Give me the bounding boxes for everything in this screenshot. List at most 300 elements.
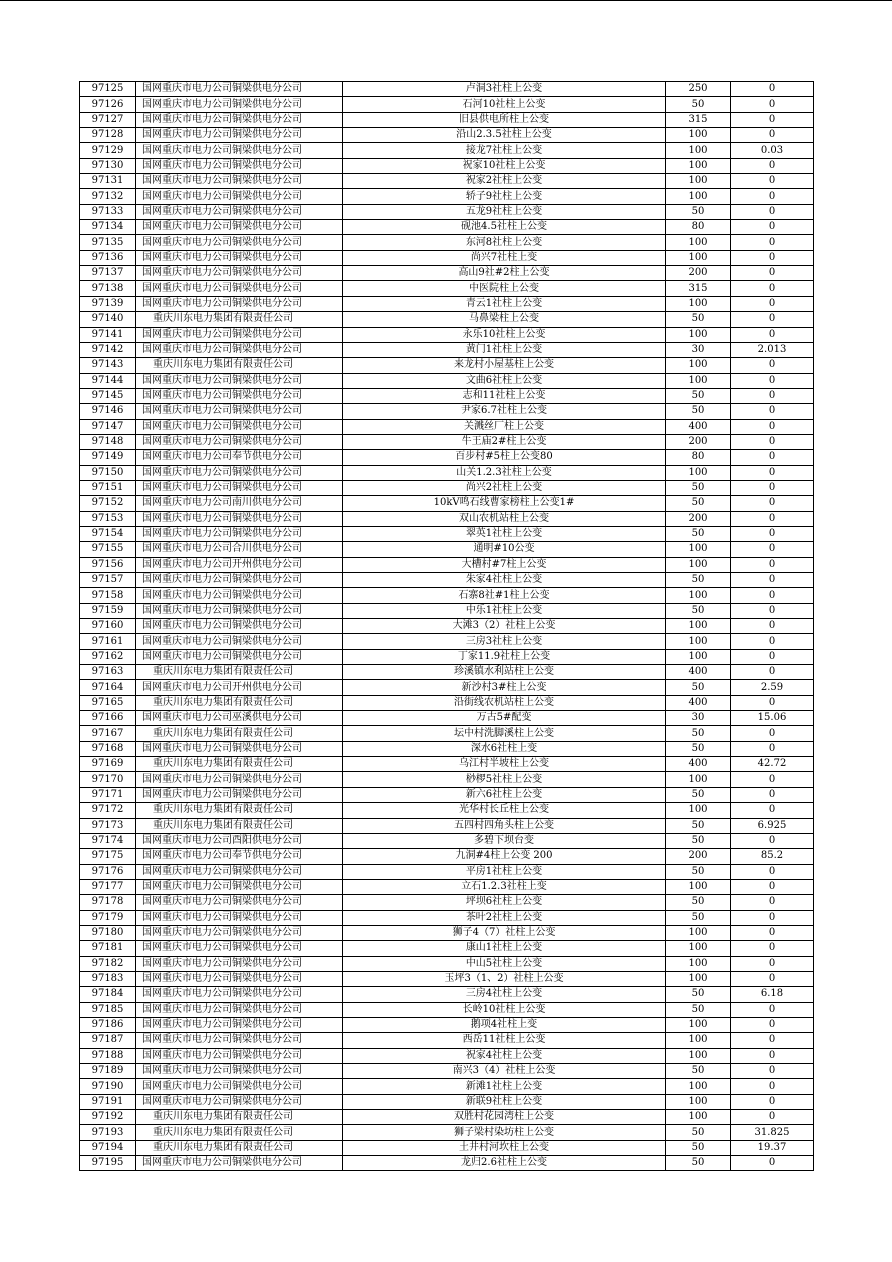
company-cell: 国网重庆市电力公司铜梁供电分公司 [136, 526, 343, 541]
capacity-cell: 50 [666, 987, 731, 1002]
company-cell: 国网重庆市电力公司铜梁供电分公司 [136, 588, 343, 603]
value-cell: 0 [731, 404, 814, 419]
company-cell: 国网重庆市电力公司铜梁供电分公司 [136, 143, 343, 158]
row-id-cell: 97131 [80, 174, 136, 189]
value-cell: 0 [731, 450, 814, 465]
capacity-cell: 100 [666, 128, 731, 143]
transformer-name-cell: 永乐10社柱上公变 [343, 327, 666, 342]
capacity-cell: 100 [666, 971, 731, 986]
row-id-cell: 97184 [80, 987, 136, 1002]
row-id-cell: 97187 [80, 1033, 136, 1048]
value-cell: 0 [731, 971, 814, 986]
row-id-cell: 97192 [80, 1110, 136, 1125]
table-row [80, 787, 814, 802]
company-cell: 国网重庆市电力公司铜梁供电分公司 [136, 404, 343, 419]
transformer-name-cell: 三房4社柱上公变 [343, 987, 666, 1002]
company-cell: 国网重庆市电力公司铜梁供电分公司 [136, 97, 343, 112]
value-cell: 6.925 [731, 818, 814, 833]
row-id-cell: 97172 [80, 803, 136, 818]
transformer-name-cell: 祝家4社柱上公变 [343, 1048, 666, 1063]
capacity-cell: 80 [666, 220, 731, 235]
company-cell: 重庆川东电力集团有限责任公司 [136, 757, 343, 772]
transformer-name-cell: 三房3社柱上公变 [343, 634, 666, 649]
transformer-name-cell: 沿街线农机站柱上公变 [343, 695, 666, 710]
transformer-name-cell: 新六6社柱上公变 [343, 787, 666, 802]
row-id-cell: 97173 [80, 818, 136, 833]
table-row [80, 112, 814, 127]
company-cell: 国网重庆市电力公司奉节供电分公司 [136, 450, 343, 465]
table-row [80, 1110, 814, 1125]
company-cell: 国网重庆市电力公司铜梁供电分公司 [136, 1094, 343, 1109]
transformer-name-cell: 接龙7社柱上公变 [343, 143, 666, 158]
transformer-name-cell: 翠英1社柱上公变 [343, 526, 666, 541]
row-id-cell: 97133 [80, 204, 136, 219]
row-id-cell: 97148 [80, 434, 136, 449]
value-cell: 0 [731, 910, 814, 925]
transformer-name-cell: 双胜村花园湾柱上公变 [343, 1110, 666, 1125]
row-id-cell: 97149 [80, 450, 136, 465]
transformer-name-cell: 文曲6社柱上公变 [343, 373, 666, 388]
row-id-cell: 97141 [80, 327, 136, 342]
value-cell: 0 [731, 281, 814, 296]
row-id-cell: 97132 [80, 189, 136, 204]
capacity-cell: 100 [666, 1033, 731, 1048]
value-cell: 0 [731, 235, 814, 250]
value-cell: 0 [731, 895, 814, 910]
company-cell: 国网重庆市电力公司铜梁供电分公司 [136, 1156, 343, 1171]
table-row [80, 1094, 814, 1109]
company-cell: 国网重庆市电力公司铜梁供电分公司 [136, 573, 343, 588]
value-cell: 0 [731, 250, 814, 265]
company-cell: 国网重庆市电力公司巫溪供电分公司 [136, 711, 343, 726]
capacity-cell: 100 [666, 772, 731, 787]
table-row [80, 987, 814, 1002]
transformer-name-cell: 茶叶2社柱上公变 [343, 910, 666, 925]
table-row [80, 711, 814, 726]
table-row [80, 1125, 814, 1140]
transformer-name-cell: 百步村#5柱上公变80 [343, 450, 666, 465]
company-cell: 重庆川东电力集团有限责任公司 [136, 1110, 343, 1125]
value-cell: 0 [731, 833, 814, 848]
capacity-cell: 315 [666, 112, 731, 127]
company-cell: 国网重庆市电力公司铜梁供电分公司 [136, 603, 343, 618]
table-row [80, 971, 814, 986]
value-cell: 0 [731, 1110, 814, 1125]
capacity-cell: 50 [666, 1125, 731, 1140]
transformer-name-cell: 中医院柱上公变 [343, 281, 666, 296]
company-cell: 国网重庆市电力公司铜梁供电分公司 [136, 158, 343, 173]
table-row [80, 480, 814, 495]
transformer-name-cell: 双山农机站柱上公变 [343, 511, 666, 526]
table-row [80, 833, 814, 848]
transformer-name-cell: 祝家2社柱上公变 [343, 174, 666, 189]
company-cell: 国网重庆市电力公司铜梁供电分公司 [136, 220, 343, 235]
transformer-name-cell: 五龙9社柱上公变 [343, 204, 666, 219]
company-cell: 国网重庆市电力公司铜梁供电分公司 [136, 741, 343, 756]
transformer-name-cell: 尚兴2社柱上公变 [343, 480, 666, 495]
value-cell: 0 [731, 465, 814, 480]
table-row [80, 1002, 814, 1017]
transformer-name-cell: 东河8社柱上公变 [343, 235, 666, 250]
capacity-cell: 50 [666, 1064, 731, 1079]
capacity-cell: 100 [666, 296, 731, 311]
company-cell: 国网重庆市电力公司铜梁供电分公司 [136, 895, 343, 910]
company-cell: 重庆川东电力集团有限责任公司 [136, 695, 343, 710]
table-row [80, 526, 814, 541]
table-row [80, 619, 814, 634]
row-id-cell: 97171 [80, 787, 136, 802]
table-row [80, 925, 814, 940]
company-cell: 重庆川东电力集团有限责任公司 [136, 818, 343, 833]
row-id-cell: 97167 [80, 726, 136, 741]
value-cell: 0 [731, 327, 814, 342]
value-cell: 0 [731, 388, 814, 403]
row-id-cell: 97183 [80, 971, 136, 986]
transformer-name-cell: 狮子梁村染坊柱上公变 [343, 1125, 666, 1140]
table-row [80, 895, 814, 910]
capacity-cell: 50 [666, 603, 731, 618]
table-row [80, 557, 814, 572]
company-cell: 国网重庆市电力公司铜梁供电分公司 [136, 82, 343, 97]
table-row [80, 250, 814, 265]
transformer-name-cell: 志和11社柱上公变 [343, 388, 666, 403]
transformer-name-cell: 青云1社柱上公变 [343, 296, 666, 311]
value-cell: 0 [731, 772, 814, 787]
transformer-name-cell: 马鼻梁柱上公变 [343, 312, 666, 327]
row-id-cell: 97126 [80, 97, 136, 112]
company-cell: 国网重庆市电力公司铜梁供电分公司 [136, 971, 343, 986]
company-cell: 国网重庆市电力公司铜梁供电分公司 [136, 174, 343, 189]
company-cell: 重庆川东电力集团有限责任公司 [136, 312, 343, 327]
table-row [80, 296, 814, 311]
transformer-name-cell: 通明#10公变 [343, 542, 666, 557]
transformer-name-cell: 轿子9社柱上公变 [343, 189, 666, 204]
capacity-cell: 50 [666, 1002, 731, 1017]
transformer-name-cell: 砚池4.5社柱上公变 [343, 220, 666, 235]
company-cell: 国网重庆市电力公司铜梁供电分公司 [136, 1002, 343, 1017]
company-cell: 国网重庆市电力公司铜梁供电分公司 [136, 619, 343, 634]
transformer-name-cell: 新滩1社柱上公变 [343, 1079, 666, 1094]
capacity-cell: 100 [666, 143, 731, 158]
table-row [80, 818, 814, 833]
value-cell: 0.03 [731, 143, 814, 158]
transformer-name-cell: 平房1社柱上公变 [343, 864, 666, 879]
capacity-cell: 100 [666, 588, 731, 603]
capacity-cell: 50 [666, 680, 731, 695]
table-row [80, 388, 814, 403]
value-cell: 0 [731, 1033, 814, 1048]
company-cell: 国网重庆市电力公司铜梁供电分公司 [136, 987, 343, 1002]
capacity-cell: 50 [666, 526, 731, 541]
capacity-cell: 100 [666, 619, 731, 634]
value-cell: 0 [731, 434, 814, 449]
company-cell: 国网重庆市电力公司铜梁供电分公司 [136, 128, 343, 143]
capacity-cell: 100 [666, 1110, 731, 1125]
row-id-cell: 97129 [80, 143, 136, 158]
value-cell: 0 [731, 879, 814, 894]
value-cell: 0 [731, 941, 814, 956]
row-id-cell: 97161 [80, 634, 136, 649]
transformer-name-cell: 中乐1社柱上公变 [343, 603, 666, 618]
value-cell: 0 [731, 419, 814, 434]
value-cell: 0 [731, 266, 814, 281]
company-cell: 国网重庆市电力公司铜梁供电分公司 [136, 327, 343, 342]
capacity-cell: 100 [666, 557, 731, 572]
row-id-cell: 97186 [80, 1017, 136, 1032]
company-cell: 国网重庆市电力公司铜梁供电分公司 [136, 634, 343, 649]
table-row [80, 511, 814, 526]
table-row [80, 450, 814, 465]
transformer-name-cell: 桫椤5社柱上公变 [343, 772, 666, 787]
table-row [80, 404, 814, 419]
company-cell: 国网重庆市电力公司铜梁供电分公司 [136, 342, 343, 357]
capacity-cell: 50 [666, 787, 731, 802]
row-id-cell: 97182 [80, 956, 136, 971]
transformer-name-cell: 新联9社柱上公变 [343, 1094, 666, 1109]
company-cell: 国网重庆市电力公司铜梁供电分公司 [136, 281, 343, 296]
table-row [80, 1140, 814, 1155]
value-cell: 0 [731, 312, 814, 327]
capacity-cell: 400 [666, 419, 731, 434]
capacity-cell: 400 [666, 665, 731, 680]
capacity-cell: 200 [666, 511, 731, 526]
row-id-cell: 97189 [80, 1064, 136, 1079]
value-cell: 0 [731, 358, 814, 373]
transformer-name-cell: 祝家10社柱上公变 [343, 158, 666, 173]
transformer-name-cell: 卢洞3社柱上公变 [343, 82, 666, 97]
table-row [80, 82, 814, 97]
value-cell: 0 [731, 1064, 814, 1079]
transformer-name-cell: 长岭10社柱上公变 [343, 1002, 666, 1017]
company-cell: 国网重庆市电力公司铜梁供电分公司 [136, 296, 343, 311]
table-row [80, 665, 814, 680]
capacity-cell: 100 [666, 1048, 731, 1063]
value-cell: 0 [731, 573, 814, 588]
capacity-cell: 100 [666, 158, 731, 173]
transformer-name-cell: 龙归2.6社柱上公变 [343, 1156, 666, 1171]
company-cell: 国网重庆市电力公司铜梁供电分公司 [136, 465, 343, 480]
company-cell: 国网重庆市电力公司铜梁供电分公司 [136, 864, 343, 879]
table-row [80, 542, 814, 557]
transformer-name-cell: 九洞#4柱上公变 200 [343, 849, 666, 864]
capacity-cell: 50 [666, 833, 731, 848]
company-cell: 国网重庆市电力公司铜梁供电分公司 [136, 419, 343, 434]
transformer-name-cell: 万古5#配变 [343, 711, 666, 726]
value-cell: 0 [731, 1094, 814, 1109]
table-row [80, 726, 814, 741]
value-cell: 0 [731, 128, 814, 143]
value-cell: 0 [731, 649, 814, 664]
row-id-cell: 97193 [80, 1125, 136, 1140]
row-id-cell: 97195 [80, 1156, 136, 1171]
value-cell: 0 [731, 864, 814, 879]
transformer-name-cell: 土井村河坎柱上公变 [343, 1140, 666, 1155]
transformer-name-cell: 石寨8社#1柱上公变 [343, 588, 666, 603]
transformer-name-cell: 乌江村半坡柱上公变 [343, 757, 666, 772]
value-cell: 0 [731, 695, 814, 710]
table-row [80, 235, 814, 250]
capacity-cell: 100 [666, 879, 731, 894]
table-row [80, 373, 814, 388]
company-cell: 国网重庆市电力公司开州供电分公司 [136, 680, 343, 695]
capacity-cell: 80 [666, 450, 731, 465]
row-id-cell: 97158 [80, 588, 136, 603]
transformer-name-cell: 尚兴7社柱上变 [343, 250, 666, 265]
row-id-cell: 97151 [80, 480, 136, 495]
company-cell: 国网重庆市电力公司铜梁供电分公司 [136, 1033, 343, 1048]
value-cell: 0 [731, 603, 814, 618]
table-row [80, 1079, 814, 1094]
capacity-cell: 100 [666, 634, 731, 649]
row-id-cell: 97150 [80, 465, 136, 480]
capacity-cell: 50 [666, 741, 731, 756]
value-cell: 2.59 [731, 680, 814, 695]
table-row [80, 174, 814, 189]
row-id-cell: 97130 [80, 158, 136, 173]
row-id-cell: 97163 [80, 665, 136, 680]
row-id-cell: 97159 [80, 603, 136, 618]
transformer-name-cell: 坪坝6社柱上公变 [343, 895, 666, 910]
capacity-cell: 50 [666, 1140, 731, 1155]
transformer-name-cell: 珍溪镇水利站柱上公变 [343, 665, 666, 680]
value-cell: 0 [731, 189, 814, 204]
capacity-cell: 400 [666, 757, 731, 772]
capacity-cell: 50 [666, 404, 731, 419]
value-cell: 0 [731, 496, 814, 511]
company-cell: 重庆川东电力集团有限责任公司 [136, 726, 343, 741]
capacity-cell: 30 [666, 342, 731, 357]
capacity-cell: 100 [666, 174, 731, 189]
table-row [80, 956, 814, 971]
value-cell: 0 [731, 726, 814, 741]
row-id-cell: 97181 [80, 941, 136, 956]
capacity-cell: 30 [666, 711, 731, 726]
value-cell: 0 [731, 204, 814, 219]
company-cell: 国网重庆市电力公司开州供电分公司 [136, 557, 343, 572]
row-id-cell: 97140 [80, 312, 136, 327]
table-row [80, 803, 814, 818]
transformer-name-cell: 南兴3（4）社柱上公变 [343, 1064, 666, 1079]
row-id-cell: 97179 [80, 910, 136, 925]
capacity-cell: 50 [666, 480, 731, 495]
company-cell: 国网重庆市电力公司铜梁供电分公司 [136, 266, 343, 281]
capacity-cell: 50 [666, 573, 731, 588]
row-id-cell: 97139 [80, 296, 136, 311]
table-row [80, 1033, 814, 1048]
transformer-name-cell: 玉坪3（1、2）社柱上公变 [343, 971, 666, 986]
row-id-cell: 97138 [80, 281, 136, 296]
company-cell: 国网重庆市电力公司铜梁供电分公司 [136, 787, 343, 802]
company-cell: 国网重庆市电力公司奉节供电分公司 [136, 849, 343, 864]
row-id-cell: 97147 [80, 419, 136, 434]
table-row [80, 143, 814, 158]
company-cell: 国网重庆市电力公司酉阳供电分公司 [136, 833, 343, 848]
row-id-cell: 97153 [80, 511, 136, 526]
capacity-cell: 50 [666, 910, 731, 925]
company-cell: 国网重庆市电力公司合川供电分公司 [136, 542, 343, 557]
row-id-cell: 97162 [80, 649, 136, 664]
company-cell: 国网重庆市电力公司铜梁供电分公司 [136, 1064, 343, 1079]
transformer-name-cell: 来龙村小屋基柱上公变 [343, 358, 666, 373]
capacity-cell: 50 [666, 496, 731, 511]
table-row [80, 910, 814, 925]
row-id-cell: 97194 [80, 1140, 136, 1155]
transformer-name-cell: 中山5社柱上公变 [343, 956, 666, 971]
row-id-cell: 97170 [80, 772, 136, 787]
transformer-name-cell: 西岳11社柱上公变 [343, 1033, 666, 1048]
transformer-name-cell: 朱家4社柱上公变 [343, 573, 666, 588]
company-cell: 国网重庆市电力公司铜梁供电分公司 [136, 189, 343, 204]
table-row [80, 864, 814, 879]
value-cell: 0 [731, 296, 814, 311]
row-id-cell: 97176 [80, 864, 136, 879]
transformer-name-cell: 大滩3（2）社柱上公变 [343, 619, 666, 634]
transformer-name-cell: 山关1.2.3社柱上公变 [343, 465, 666, 480]
capacity-cell: 100 [666, 189, 731, 204]
table-row [80, 204, 814, 219]
value-cell: 6.18 [731, 987, 814, 1002]
row-id-cell: 97156 [80, 557, 136, 572]
row-id-cell: 97164 [80, 680, 136, 695]
value-cell: 0 [731, 1017, 814, 1032]
table-row [80, 849, 814, 864]
value-cell: 42.72 [731, 757, 814, 772]
table-row [80, 189, 814, 204]
value-cell: 0 [731, 956, 814, 971]
row-id-cell: 97178 [80, 895, 136, 910]
value-cell: 0 [731, 82, 814, 97]
capacity-cell: 400 [666, 695, 731, 710]
row-id-cell: 97144 [80, 373, 136, 388]
value-cell: 0 [731, 787, 814, 802]
transformer-name-cell: 大槽村#7柱上公变 [343, 557, 666, 572]
row-id-cell: 97134 [80, 220, 136, 235]
value-cell: 0 [731, 665, 814, 680]
row-id-cell: 97128 [80, 128, 136, 143]
row-id-cell: 97174 [80, 833, 136, 848]
row-id-cell: 97185 [80, 1002, 136, 1017]
company-cell: 国网重庆市电力公司铜梁供电分公司 [136, 956, 343, 971]
capacity-cell: 100 [666, 941, 731, 956]
transformer-name-cell: 鹅项4社柱上变 [343, 1017, 666, 1032]
capacity-cell: 100 [666, 956, 731, 971]
table-row [80, 128, 814, 143]
row-id-cell: 97152 [80, 496, 136, 511]
transformer-name-cell: 坛中村洗脚溪柱上公变 [343, 726, 666, 741]
value-cell: 0 [731, 588, 814, 603]
table-row [80, 1048, 814, 1063]
table-row [80, 1064, 814, 1079]
capacity-cell: 50 [666, 204, 731, 219]
row-id-cell: 97160 [80, 619, 136, 634]
row-id-cell: 97175 [80, 849, 136, 864]
row-id-cell: 97142 [80, 342, 136, 357]
row-id-cell: 97145 [80, 388, 136, 403]
capacity-cell: 100 [666, 542, 731, 557]
capacity-cell: 100 [666, 250, 731, 265]
value-cell: 0 [731, 557, 814, 572]
company-cell: 国网重庆市电力公司铜梁供电分公司 [136, 925, 343, 940]
table-row [80, 358, 814, 373]
capacity-cell: 50 [666, 726, 731, 741]
row-id-cell: 97137 [80, 266, 136, 281]
value-cell: 31.825 [731, 1125, 814, 1140]
capacity-cell: 50 [666, 895, 731, 910]
company-cell: 国网重庆市电力公司铜梁供电分公司 [136, 373, 343, 388]
table-row [80, 434, 814, 449]
value-cell: 0 [731, 1079, 814, 1094]
row-id-cell: 97166 [80, 711, 136, 726]
